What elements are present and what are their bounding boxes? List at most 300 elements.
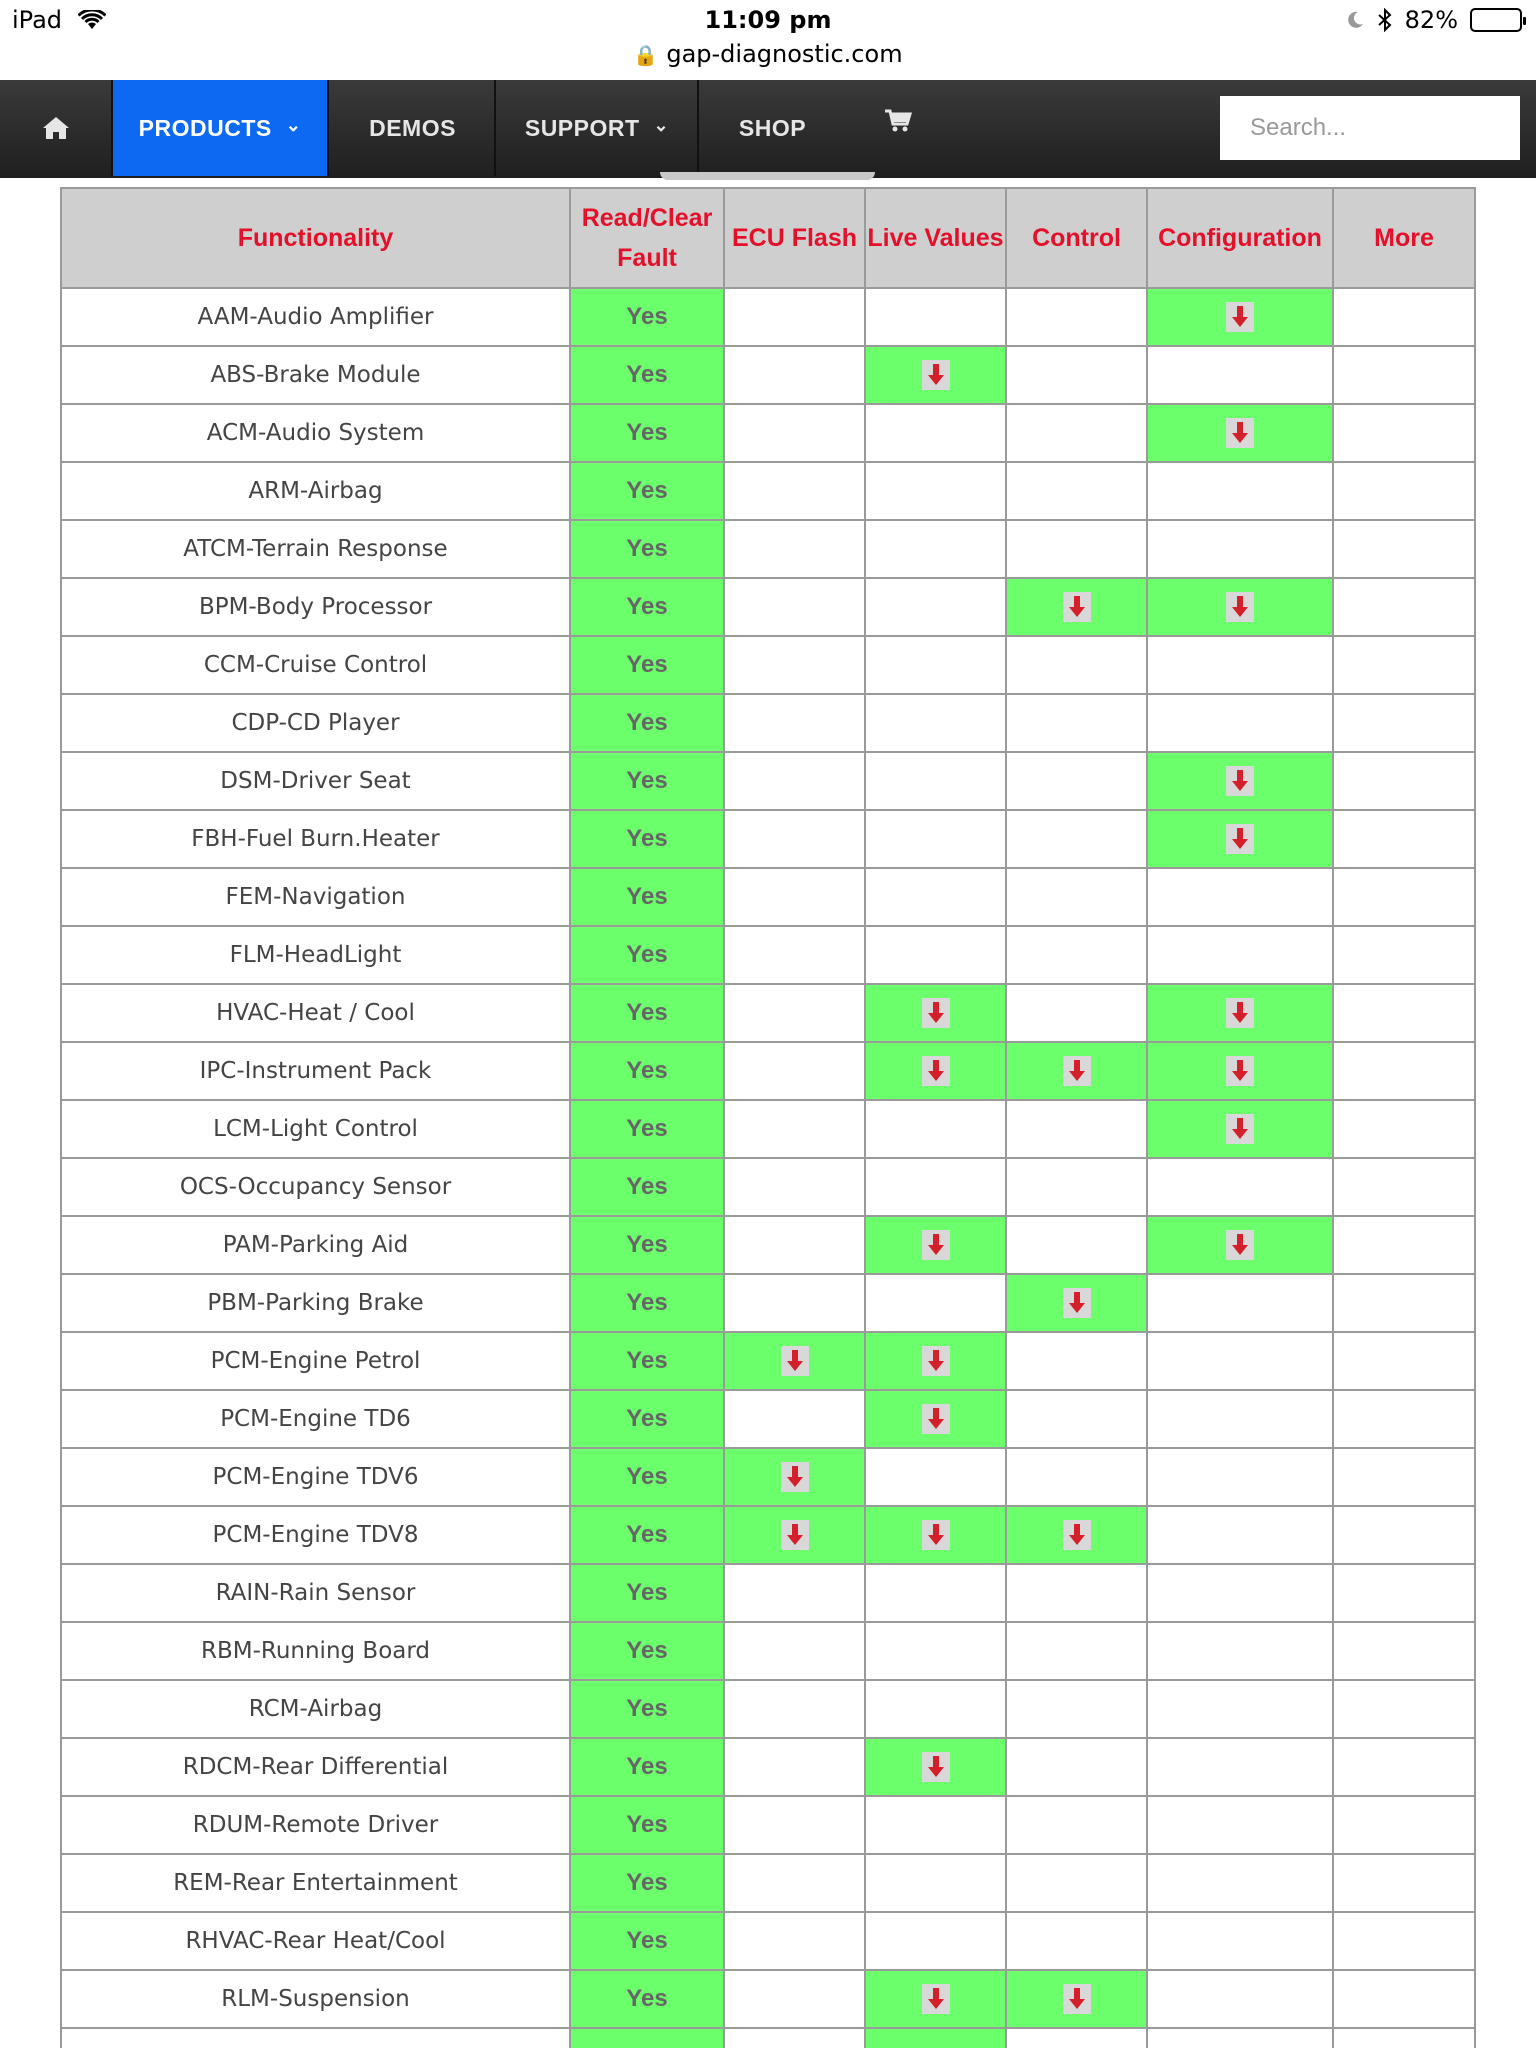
- module-name: CDP-CD Player: [61, 694, 570, 752]
- control-cell: [1006, 462, 1147, 520]
- table-row: [61, 1854, 1475, 1912]
- ecu-cell: [724, 1622, 865, 1680]
- download-arrow-icon[interactable]: [781, 1462, 809, 1492]
- read-clear-fault-cell: Yes: [570, 752, 724, 810]
- live-cell: [865, 1448, 1006, 1506]
- control-cell: [1006, 346, 1147, 404]
- table-row: [61, 1970, 1475, 2028]
- download-arrow-icon[interactable]: [1063, 1288, 1091, 1318]
- module-name: DSM-Driver Seat: [61, 752, 570, 810]
- control-cell: [1006, 1854, 1147, 1912]
- live-cell: [865, 1970, 1006, 2028]
- ecu-cell: [724, 1970, 865, 2028]
- control-cell: [1006, 1738, 1147, 1796]
- control-cell: [1006, 1100, 1147, 1158]
- config-cell: [1147, 1042, 1333, 1100]
- live-cell: [865, 1506, 1006, 1564]
- table-row-partial: [61, 2028, 1475, 2048]
- nav-demos[interactable]: [331, 80, 496, 176]
- module-name: PCM-Engine TD6: [61, 1390, 570, 1448]
- control-cell: [1006, 404, 1147, 462]
- ecu-cell: [724, 288, 865, 346]
- control-cell: [1006, 1680, 1147, 1738]
- table-row: [61, 1332, 1475, 1390]
- read-clear-fault-cell: Yes: [570, 1158, 724, 1216]
- module-name: RDCM-Rear Differential: [61, 1738, 570, 1796]
- more-cell: [1333, 288, 1475, 346]
- more-cell: [1333, 1274, 1475, 1332]
- config-cell: [1147, 926, 1333, 984]
- config-cell: [1147, 1680, 1333, 1738]
- more-cell: [1333, 926, 1475, 984]
- cart-button[interactable]: [884, 108, 912, 141]
- table-row: [61, 288, 1475, 346]
- ecu-cell: [724, 1448, 865, 1506]
- ecu-cell: [724, 810, 865, 868]
- ecu-cell: [724, 1274, 865, 1332]
- live-cell: [865, 520, 1006, 578]
- url-domain: gap-diagnostic.com: [666, 40, 903, 68]
- header-ecu-flash: ECU Flash: [724, 188, 865, 288]
- more-cell: [1333, 1390, 1475, 1448]
- config-cell: [1147, 1854, 1333, 1912]
- control-cell: [1006, 694, 1147, 752]
- functionality-table-wrapper: [60, 187, 1476, 2048]
- nav-products-label: PRODUCTS: [138, 114, 272, 141]
- live-cell: [865, 1274, 1006, 1332]
- table-row: [61, 520, 1475, 578]
- download-arrow-icon[interactable]: [1226, 302, 1254, 332]
- download-arrow-icon[interactable]: [1226, 1056, 1254, 1086]
- module-name: PBM-Parking Brake: [61, 1274, 570, 1332]
- status-time: 11:09 pm: [704, 6, 832, 34]
- module-name: ARM-Airbag: [61, 462, 570, 520]
- table-header-row: [61, 188, 1475, 288]
- table-row: [61, 636, 1475, 694]
- read-clear-fault-cell: Yes: [570, 1390, 724, 1448]
- config-cell: [1147, 984, 1333, 1042]
- download-arrow-icon[interactable]: [922, 1056, 950, 1086]
- live-cell: [865, 636, 1006, 694]
- live-cell: [865, 1390, 1006, 1448]
- live-cell: [865, 1796, 1006, 1854]
- table-row: [61, 1390, 1475, 1448]
- header-configuration: Configuration: [1147, 188, 1333, 288]
- config-cell: [1147, 1158, 1333, 1216]
- download-arrow-icon[interactable]: [922, 1984, 950, 2014]
- more-cell: [1333, 1332, 1475, 1390]
- download-arrow-icon[interactable]: [922, 1404, 950, 1434]
- control-cell: [1006, 578, 1147, 636]
- read-clear-fault-cell: Yes: [570, 520, 724, 578]
- more-cell: [1333, 636, 1475, 694]
- download-arrow-icon[interactable]: [922, 998, 950, 1028]
- read-clear-fault-cell: Yes: [570, 1274, 724, 1332]
- table-row: [61, 926, 1475, 984]
- live-cell: [865, 868, 1006, 926]
- control-cell: [1006, 868, 1147, 926]
- module-name: IPC-Instrument Pack: [61, 1042, 570, 1100]
- ecu-cell: [724, 868, 865, 926]
- config-cell: [1147, 868, 1333, 926]
- table-row: [61, 462, 1475, 520]
- lock-icon: 🔒: [633, 43, 659, 67]
- read-clear-fault-cell: Yes: [570, 1448, 724, 1506]
- control-cell: [1006, 1506, 1147, 1564]
- table-row: [61, 578, 1475, 636]
- config-cell: [1147, 1216, 1333, 1274]
- live-cell: [865, 926, 1006, 984]
- more-cell: [1333, 810, 1475, 868]
- module-name: CCM-Cruise Control: [61, 636, 570, 694]
- config-cell: [1147, 1738, 1333, 1796]
- ecu-cell: [724, 636, 865, 694]
- module-name: ACM-Audio System: [61, 404, 570, 462]
- read-clear-fault-cell: Yes: [570, 1506, 724, 1564]
- read-clear-fault-cell: Yes: [570, 1912, 724, 1970]
- address-bar[interactable]: [0, 40, 1536, 80]
- control-cell: [1006, 810, 1147, 868]
- live-cell: [865, 1158, 1006, 1216]
- table-row: [61, 1158, 1475, 1216]
- download-arrow-icon[interactable]: [1063, 592, 1091, 622]
- read-clear-fault-cell: Yes: [570, 636, 724, 694]
- table-row: [61, 752, 1475, 810]
- table-row: [61, 1680, 1475, 1738]
- download-arrow-icon[interactable]: [1226, 1230, 1254, 1260]
- download-arrow-icon[interactable]: [922, 1230, 950, 1260]
- nav-shop[interactable]: [700, 80, 845, 176]
- read-clear-fault-cell: Yes: [570, 868, 724, 926]
- module-name: PCM-Engine TDV6: [61, 1448, 570, 1506]
- module-name: RAIN-Rain Sensor: [61, 1564, 570, 1622]
- dropdown-tab-edge: [660, 172, 875, 180]
- module-name: AAM-Audio Amplifier: [61, 288, 570, 346]
- more-cell: [1333, 404, 1475, 462]
- more-cell: [1333, 1738, 1475, 1796]
- control-cell: [1006, 1216, 1147, 1274]
- more-cell: [1333, 752, 1475, 810]
- read-clear-fault-cell: Yes: [570, 1738, 724, 1796]
- header-control: Control: [1006, 188, 1147, 288]
- download-arrow-icon[interactable]: [1226, 998, 1254, 1028]
- more-cell: [1333, 578, 1475, 636]
- table-row: [61, 1564, 1475, 1622]
- control-cell: [1006, 1622, 1147, 1680]
- download-arrow-icon[interactable]: [922, 1346, 950, 1376]
- table-row: [61, 1912, 1475, 1970]
- live-cell: [865, 2028, 1006, 2048]
- module-name: RDUM-Remote Driver: [61, 1796, 570, 1854]
- table-row: [61, 1100, 1475, 1158]
- read-clear-fault-cell: Yes: [570, 1854, 724, 1912]
- moon-icon: [1345, 10, 1365, 30]
- table-row: [61, 868, 1475, 926]
- control-cell: [1006, 1390, 1147, 1448]
- more-cell: [1333, 1622, 1475, 1680]
- name-cell: [61, 2028, 570, 2048]
- module-name: ATCM-Terrain Response: [61, 520, 570, 578]
- ecu-cell: [724, 1506, 865, 1564]
- live-cell: [865, 1100, 1006, 1158]
- config-cell: [1147, 520, 1333, 578]
- more-cell: [1333, 1100, 1475, 1158]
- ecu-cell: [724, 1854, 865, 1912]
- more-cell: [1333, 462, 1475, 520]
- table-row: [61, 1274, 1475, 1332]
- header-more: More: [1333, 188, 1475, 288]
- config-cell: [1147, 1564, 1333, 1622]
- more-cell: [1333, 1970, 1475, 2028]
- more-cell: [1333, 1158, 1475, 1216]
- table-row: [61, 346, 1475, 404]
- read-clear-fault-cell: Yes: [570, 1622, 724, 1680]
- nav-shop-label: SHOP: [738, 114, 807, 141]
- module-name: ABS-Brake Module: [61, 346, 570, 404]
- ecu-cell: [724, 1680, 865, 1738]
- download-arrow-icon[interactable]: [1063, 1056, 1091, 1086]
- read-clear-fault-cell: Yes: [570, 1100, 724, 1158]
- ecu-cell: [724, 1738, 865, 1796]
- module-name: PCM-Engine Petrol: [61, 1332, 570, 1390]
- more-cell: [1333, 2028, 1475, 2048]
- more-cell: [1333, 346, 1475, 404]
- live-cell: [865, 1912, 1006, 1970]
- download-arrow-icon[interactable]: [922, 1520, 950, 1550]
- ecu-cell: [724, 694, 865, 752]
- module-name: PCM-Engine TDV8: [61, 1506, 570, 1564]
- table-body: [61, 288, 1475, 2048]
- live-cell: [865, 462, 1006, 520]
- more-cell: [1333, 520, 1475, 578]
- module-name: HVAC-Heat / Cool: [61, 984, 570, 1042]
- read-clear-fault-cell: Yes: [570, 984, 724, 1042]
- ecu-cell: [724, 1216, 865, 1274]
- table-row: [61, 810, 1475, 868]
- control-cell: [1006, 520, 1147, 578]
- bluetooth-icon: [1377, 8, 1393, 32]
- read-clear-fault-cell: Yes: [570, 462, 724, 520]
- read-clear-fault-cell: Yes: [570, 1564, 724, 1622]
- more-cell: [1333, 1854, 1475, 1912]
- table-row: [61, 1506, 1475, 1564]
- table-row: [61, 1042, 1475, 1100]
- chevron-down-icon: ⌄: [653, 114, 670, 135]
- config-cell: [1147, 1274, 1333, 1332]
- more-cell: [1333, 984, 1475, 1042]
- ecu-cell: [724, 346, 865, 404]
- table-row: [61, 984, 1475, 1042]
- download-arrow-icon[interactable]: [1226, 766, 1254, 796]
- more-cell: [1333, 868, 1475, 926]
- search-input[interactable]: [1250, 114, 1536, 142]
- config-cell: [1147, 1970, 1333, 2028]
- live-cell: [865, 1738, 1006, 1796]
- search-box: [1220, 96, 1520, 160]
- battery-icon: [1470, 8, 1522, 32]
- read-clear-fault-cell: Yes: [570, 810, 724, 868]
- control-cell: [1006, 1274, 1147, 1332]
- config-cell: [1147, 346, 1333, 404]
- ecu-cell: [724, 462, 865, 520]
- nav-demos-label: DEMOS: [369, 114, 456, 141]
- home-icon: [42, 115, 70, 141]
- read-clear-fault-cell: Yes: [570, 1970, 724, 2028]
- config-cell: [1147, 810, 1333, 868]
- device-label: iPad: [12, 6, 63, 34]
- control-cell: [1006, 1158, 1147, 1216]
- ecu-cell: [724, 2028, 865, 2048]
- read-clear-fault-cell: Yes: [570, 1796, 724, 1854]
- control-cell: [1006, 1970, 1147, 2028]
- live-cell: [865, 288, 1006, 346]
- module-name: PAM-Parking Aid: [61, 1216, 570, 1274]
- config-cell: [1147, 462, 1333, 520]
- read-clear-fault-cell: Yes: [570, 288, 724, 346]
- more-cell: [1333, 1448, 1475, 1506]
- more-cell: [1333, 1564, 1475, 1622]
- control-cell: [1006, 1796, 1147, 1854]
- table-row: [61, 1738, 1475, 1796]
- ecu-cell: [724, 1912, 865, 1970]
- more-cell: [1333, 1042, 1475, 1100]
- config-cell: [1147, 288, 1333, 346]
- fault-cell: [570, 2028, 724, 2048]
- download-arrow-icon[interactable]: [922, 360, 950, 390]
- module-name: RLM-Suspension: [61, 1970, 570, 2028]
- config-cell: [1147, 1332, 1333, 1390]
- config-cell: [1147, 2028, 1333, 2048]
- status-bar: [0, 0, 1536, 40]
- config-cell: [1147, 1622, 1333, 1680]
- config-cell: [1147, 694, 1333, 752]
- table-row: [61, 1622, 1475, 1680]
- download-arrow-icon[interactable]: [1063, 1984, 1091, 2014]
- read-clear-fault-cell: Yes: [570, 926, 724, 984]
- module-name: FBH-Fuel Burn.Heater: [61, 810, 570, 868]
- ecu-cell: [724, 984, 865, 1042]
- ecu-cell: [724, 1796, 865, 1854]
- control-cell: [1006, 288, 1147, 346]
- read-clear-fault-cell: Yes: [570, 1042, 724, 1100]
- read-clear-fault-cell: Yes: [570, 1216, 724, 1274]
- live-cell: [865, 752, 1006, 810]
- download-arrow-icon[interactable]: [781, 1346, 809, 1376]
- live-cell: [865, 984, 1006, 1042]
- live-cell: [865, 1854, 1006, 1912]
- control-cell: [1006, 2028, 1147, 2048]
- live-cell: [865, 1622, 1006, 1680]
- read-clear-fault-cell: Yes: [570, 404, 724, 462]
- cart-icon: [884, 108, 912, 134]
- header-read-clear-fault: Read/Clear Fault: [570, 188, 724, 288]
- config-cell: [1147, 1390, 1333, 1448]
- nav-support[interactable]: [497, 80, 699, 176]
- read-clear-fault-cell: Yes: [570, 694, 724, 752]
- config-cell: [1147, 752, 1333, 810]
- download-arrow-icon[interactable]: [1226, 418, 1254, 448]
- more-cell: [1333, 1796, 1475, 1854]
- config-cell: [1147, 1448, 1333, 1506]
- control-cell: [1006, 752, 1147, 810]
- ecu-cell: [724, 1332, 865, 1390]
- table-row: [61, 1796, 1475, 1854]
- main-nav: [0, 80, 1536, 178]
- config-cell: [1147, 1506, 1333, 1564]
- download-arrow-icon[interactable]: [1226, 1114, 1254, 1144]
- ecu-cell: [724, 752, 865, 810]
- ecu-cell: [724, 578, 865, 636]
- download-arrow-icon[interactable]: [1063, 1520, 1091, 1550]
- control-cell: [1006, 984, 1147, 1042]
- module-name: RBM-Running Board: [61, 1622, 570, 1680]
- control-cell: [1006, 1564, 1147, 1622]
- config-cell: [1147, 1912, 1333, 1970]
- read-clear-fault-cell: Yes: [570, 1332, 724, 1390]
- ecu-cell: [724, 1100, 865, 1158]
- read-clear-fault-cell: Yes: [570, 1680, 724, 1738]
- config-cell: [1147, 1100, 1333, 1158]
- ecu-cell: [724, 926, 865, 984]
- read-clear-fault-cell: Yes: [570, 346, 724, 404]
- ecu-cell: [724, 1564, 865, 1622]
- module-name: RCM-Airbag: [61, 1680, 570, 1738]
- config-cell: [1147, 404, 1333, 462]
- live-cell: [865, 1564, 1006, 1622]
- download-arrow-icon[interactable]: [1226, 824, 1254, 854]
- live-cell: [865, 694, 1006, 752]
- nav-support-label: SUPPORT: [524, 114, 640, 141]
- module-name: REM-Rear Entertainment: [61, 1854, 570, 1912]
- download-arrow-icon[interactable]: [1226, 592, 1254, 622]
- config-cell: [1147, 636, 1333, 694]
- download-arrow-icon[interactable]: [922, 1752, 950, 1782]
- table-row: [61, 1448, 1475, 1506]
- more-cell: [1333, 1912, 1475, 1970]
- more-cell: [1333, 1680, 1475, 1738]
- functionality-table: [60, 187, 1476, 2048]
- more-cell: [1333, 1216, 1475, 1274]
- config-cell: [1147, 1796, 1333, 1854]
- control-cell: [1006, 636, 1147, 694]
- module-name: RHVAC-Rear Heat/Cool: [61, 1912, 570, 1970]
- nav-home[interactable]: [0, 80, 113, 176]
- header-functionality: Functionality: [61, 188, 570, 288]
- download-arrow-icon[interactable]: [781, 1520, 809, 1550]
- chevron-down-icon: ⌄: [285, 114, 302, 135]
- header-live-values: Live Values: [865, 188, 1006, 288]
- status-right: [1345, 6, 1522, 34]
- ecu-cell: [724, 1158, 865, 1216]
- live-cell: [865, 1332, 1006, 1390]
- module-name: OCS-Occupancy Sensor: [61, 1158, 570, 1216]
- live-cell: [865, 810, 1006, 868]
- control-cell: [1006, 1332, 1147, 1390]
- control-cell: [1006, 1042, 1147, 1100]
- control-cell: [1006, 1448, 1147, 1506]
- table-row: [61, 404, 1475, 462]
- module-name: LCM-Light Control: [61, 1100, 570, 1158]
- live-cell: [865, 1042, 1006, 1100]
- more-cell: [1333, 694, 1475, 752]
- module-name: FEM-Navigation: [61, 868, 570, 926]
- ecu-cell: [724, 1042, 865, 1100]
- nav-products[interactable]: [113, 80, 329, 176]
- live-cell: [865, 346, 1006, 404]
- ecu-cell: [724, 404, 865, 462]
- live-cell: [865, 1680, 1006, 1738]
- module-name: BPM-Body Processor: [61, 578, 570, 636]
